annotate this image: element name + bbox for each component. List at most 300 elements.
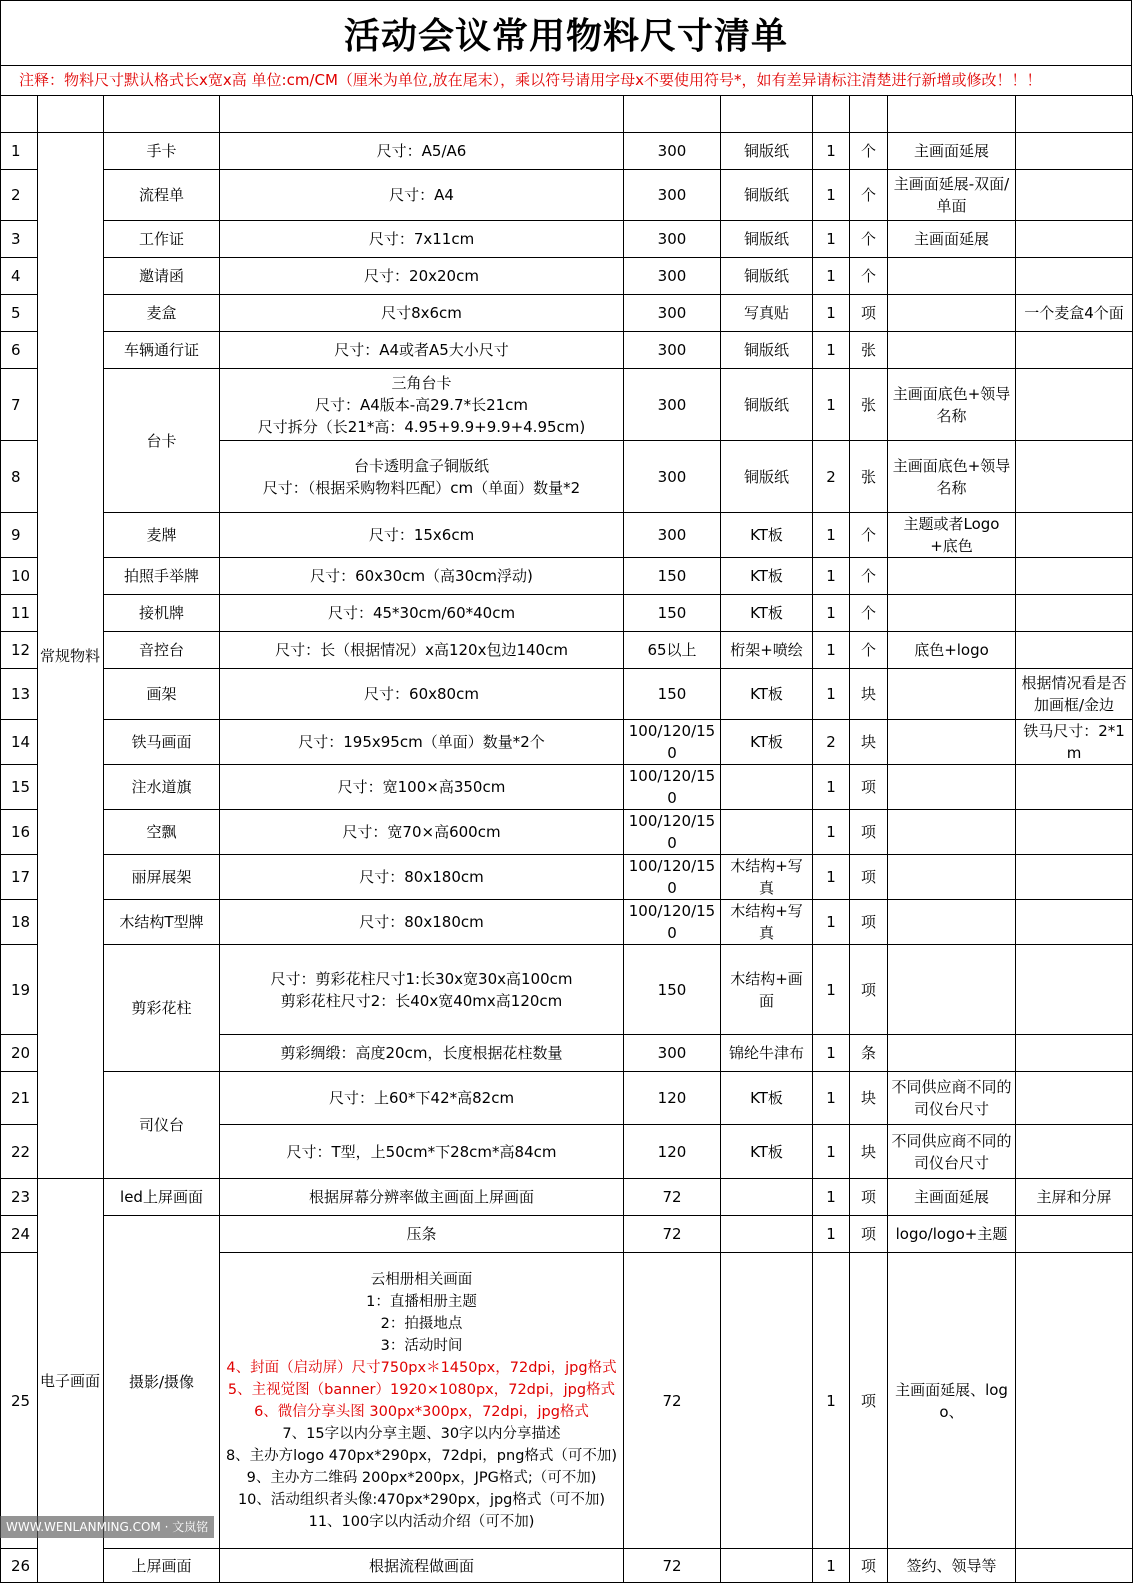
spec-line: 尺寸：A5/A6: [376, 142, 467, 160]
qty-cell: 1: [813, 295, 850, 332]
qty-cell: 1: [813, 945, 850, 1035]
item-name: 摄影/摄像: [104, 1216, 220, 1549]
spec-line: 9、主办方二维码 200px*200px，JPG格式;（可不加): [246, 1469, 597, 1486]
row-number: 7: [1, 369, 38, 441]
material-cell: 铜版纸: [721, 221, 813, 258]
spec-cell: [220, 441, 624, 513]
unit-cell: 块: [850, 669, 888, 720]
table-row: [1, 1179, 1133, 1216]
row-number: 14: [1, 720, 38, 765]
spec-line: 尺寸：A4版本-高29.7*长21cm: [314, 395, 529, 414]
material-cell: 桁架+喷绘: [721, 632, 813, 669]
remark-cell: [1016, 1216, 1133, 1253]
dpi-cell: 65以上: [624, 632, 721, 669]
qty-cell: 1: [813, 765, 850, 810]
table-row: [1, 558, 1133, 595]
header-cell: [1016, 96, 1133, 133]
item-name: 流程单: [104, 170, 220, 221]
material-cell: [721, 765, 813, 810]
table-row: [1, 513, 1133, 558]
row-number: 18: [1, 900, 38, 945]
header-cell: [220, 96, 624, 133]
qty-cell: 1: [813, 1125, 850, 1179]
qty-cell: 1: [813, 558, 850, 595]
material-cell: 铜版纸: [721, 258, 813, 295]
row-number: 4: [1, 258, 38, 295]
unit-cell: 项: [850, 810, 888, 855]
remark-cell: [1016, 221, 1133, 258]
spec-cell: [220, 221, 624, 258]
dpi-cell: 100/120/150: [624, 810, 721, 855]
item-name: 丽屏展架: [104, 855, 220, 900]
spec-line: 尺寸拆分（长21*高：4.95+9.9+9.9+4.95cm): [257, 417, 586, 436]
item-name: 空飘: [104, 810, 220, 855]
unit-cell: 张: [850, 332, 888, 369]
spec-line: 尺寸：80x180cm: [359, 868, 484, 886]
unit-cell: 项: [850, 1179, 888, 1216]
row-number: 23: [1, 1179, 38, 1216]
content-cell: [888, 595, 1016, 632]
spec-line: 剪彩绸缎：高度20cm，长度根据花柱数量: [280, 1044, 563, 1062]
dpi-cell: 300: [624, 1035, 721, 1072]
material-cell: [721, 810, 813, 855]
row-number: 11: [1, 595, 38, 632]
item-name: 邀请函: [104, 258, 220, 295]
material-cell: [721, 1549, 813, 1583]
spec-cell: [220, 900, 624, 945]
table-row: [1, 945, 1133, 1035]
spec-line: 尺寸：长（根据情况）x高120x包边140cm: [275, 641, 568, 659]
unit-cell: 项: [850, 945, 888, 1035]
spec-line: 11、100字以内活动介绍（可不加): [308, 1513, 535, 1530]
row-number: 21: [1, 1072, 38, 1125]
row-number: 15: [1, 765, 38, 810]
content-cell: 签约、领导等: [888, 1549, 1016, 1583]
spec-line: 尺寸：195x95cm（单面）数量*2个: [298, 733, 545, 751]
item-name: 工作证: [104, 221, 220, 258]
header-cell: [38, 96, 104, 133]
row-number: 20: [1, 1035, 38, 1072]
table-row: [1, 295, 1133, 332]
row-number: 19: [1, 945, 38, 1035]
dpi-cell: 300: [624, 170, 721, 221]
content-cell: [888, 810, 1016, 855]
content-cell: [888, 669, 1016, 720]
dpi-cell: 300: [624, 332, 721, 369]
dpi-cell: 100/120/150: [624, 900, 721, 945]
unit-cell: 项: [850, 855, 888, 900]
spec-line: 10、活动组织者头像:470px*290px，jpg格式（可不加): [237, 1491, 606, 1508]
dpi-cell: 300: [624, 133, 721, 170]
item-name: 注水道旗: [104, 765, 220, 810]
spec-line: 尺寸：宽70×高600cm: [342, 823, 501, 841]
content-cell: 主画面延展-双面/单面: [888, 170, 1016, 221]
spec-line: 尺寸：A4或者A5大小尺寸: [334, 341, 509, 359]
dpi-cell: 300: [624, 258, 721, 295]
unit-cell: 项: [850, 1216, 888, 1253]
remark-cell: [1016, 369, 1133, 441]
item-name: 麦盒: [104, 295, 220, 332]
unit-cell: 个: [850, 632, 888, 669]
qty-cell: 1: [813, 332, 850, 369]
unit-cell: 块: [850, 1125, 888, 1179]
item-name: 木结构T型牌: [104, 900, 220, 945]
row-number: 2: [1, 170, 38, 221]
qty-cell: 1: [813, 900, 850, 945]
unit-cell: 张: [850, 441, 888, 513]
content-cell: [888, 855, 1016, 900]
content-cell: [888, 295, 1016, 332]
category-electronic: 电子画面: [38, 1179, 104, 1583]
dpi-cell: 150: [624, 945, 721, 1035]
dpi-cell: 300: [624, 441, 721, 513]
qty-cell: 1: [813, 855, 850, 900]
remark-cell: [1016, 441, 1133, 513]
spec-cell: [220, 855, 624, 900]
material-cell: 木结构+画面: [721, 945, 813, 1035]
spec-line: 三角台卡: [391, 373, 452, 392]
dpi-cell: 150: [624, 669, 721, 720]
content-cell: 底色+logo: [888, 632, 1016, 669]
spec-line: 尺寸：宽100×高350cm: [337, 778, 506, 796]
material-cell: KT板: [721, 720, 813, 765]
content-cell: 不同供应商不同的司仪台尺寸: [888, 1125, 1016, 1179]
content-cell: [888, 900, 1016, 945]
spec-cell: [220, 1072, 624, 1125]
material-cell: [721, 1216, 813, 1253]
item-name: led上屏画面: [104, 1179, 220, 1216]
table-row: [1, 595, 1133, 632]
spec-line: 6、微信分享头图 300px*300px，72dpi，jpg格式: [254, 1403, 589, 1420]
materials-table: [0, 95, 1133, 1583]
content-cell: 主画面底色+领导名称: [888, 441, 1016, 513]
material-cell: KT板: [721, 1125, 813, 1179]
spec-cell: [220, 810, 624, 855]
unit-cell: 个: [850, 170, 888, 221]
item-name: 剪彩花柱: [104, 945, 220, 1072]
material-cell: 铜版纸: [721, 441, 813, 513]
qty-cell: 1: [813, 1179, 850, 1216]
content-cell: 主题或者Logo+底色: [888, 513, 1016, 558]
header-cell: [888, 96, 1016, 133]
item-name: 上屏画面: [104, 1549, 220, 1583]
item-name: 麦牌: [104, 513, 220, 558]
dpi-cell: 120: [624, 1125, 721, 1179]
content-cell: 主画面底色+领导名称: [888, 369, 1016, 441]
row-number: 25: [1, 1253, 38, 1549]
spec-line: 云相册相关画面: [370, 1271, 473, 1288]
unit-cell: 块: [850, 1072, 888, 1125]
material-cell: 铜版纸: [721, 170, 813, 221]
spec-cell: [220, 1125, 624, 1179]
spec-line: 7、15字以内分享主题、30字以内分享描述: [282, 1425, 561, 1442]
spec-cell: [220, 332, 624, 369]
dpi-cell: 100/120/150: [624, 720, 721, 765]
qty-cell: 1: [813, 1253, 850, 1549]
spec-line: 台卡透明盒子铜版纸: [353, 456, 489, 475]
dpi-cell: 72: [624, 1179, 721, 1216]
material-cell: KT板: [721, 558, 813, 595]
unit-cell: 项: [850, 295, 888, 332]
qty-cell: 1: [813, 221, 850, 258]
qty-cell: 1: [813, 1549, 850, 1583]
spec-line: 尺寸：（根据采购物料匹配）cm（单面）数量*2: [262, 478, 581, 497]
watermark: WWW.WENLANMING.COM · 文岚铭: [0, 1516, 214, 1538]
spec-cell: [220, 133, 624, 170]
qty-cell: 1: [813, 669, 850, 720]
unit-cell: 块: [850, 720, 888, 765]
unit-cell: 个: [850, 221, 888, 258]
spec-cell: [220, 669, 624, 720]
remark-cell: [1016, 765, 1133, 810]
dpi-cell: 72: [624, 1549, 721, 1583]
content-cell: 主画面延展: [888, 133, 1016, 170]
qty-cell: 1: [813, 810, 850, 855]
table-row: [1, 765, 1133, 810]
remark-cell: [1016, 855, 1133, 900]
spec-cell: [220, 1035, 624, 1072]
remark-cell: [1016, 595, 1133, 632]
table-row: [1, 332, 1133, 369]
table-row: [1, 632, 1133, 669]
qty-cell: 2: [813, 441, 850, 513]
spec-cell: [220, 170, 624, 221]
qty-cell: 1: [813, 258, 850, 295]
remark-cell: [1016, 810, 1133, 855]
qty-cell: 1: [813, 513, 850, 558]
dpi-cell: 72: [624, 1253, 721, 1549]
spec-line: 尺寸：45*30cm/60*40cm: [327, 604, 516, 622]
unit-cell: 条: [850, 1035, 888, 1072]
qty-cell: 1: [813, 632, 850, 669]
row-number: 8: [1, 441, 38, 513]
spec-line: 尺寸：15x6cm: [368, 526, 475, 544]
spec-line: 剪彩花柱尺寸2：长40x宽40mx高120cm: [280, 991, 563, 1010]
unit-cell: 项: [850, 765, 888, 810]
qty-cell: 1: [813, 369, 850, 441]
qty-cell: 1: [813, 595, 850, 632]
spec-cell: [220, 513, 624, 558]
document-title: 活动会议常用物料尺寸清单: [0, 0, 1132, 66]
row-number: 10: [1, 558, 38, 595]
content-cell: [888, 558, 1016, 595]
spec-cell: [220, 632, 624, 669]
spec-line: 2：拍摄地点: [380, 1315, 463, 1332]
spec-line: 尺寸：60x80cm: [364, 685, 479, 703]
remark-cell: [1016, 632, 1133, 669]
remark-cell: [1016, 1253, 1133, 1549]
header-cell: [721, 96, 813, 133]
qty-cell: 1: [813, 1072, 850, 1125]
table-row: [1, 1072, 1133, 1125]
row-number: 26: [1, 1549, 38, 1583]
remark-cell: [1016, 170, 1133, 221]
content-cell: [888, 332, 1016, 369]
spec-line: 根据屏幕分辨率做主画面上屏画面: [308, 1188, 534, 1206]
spec-cell: [220, 258, 624, 295]
remark-cell: 一个麦盒4个面: [1016, 295, 1133, 332]
table-row: [1, 1549, 1133, 1583]
header-cell: [850, 96, 888, 133]
material-cell: KT板: [721, 1072, 813, 1125]
material-cell: 铜版纸: [721, 332, 813, 369]
spec-line: 3：活动时间: [380, 1337, 463, 1354]
dpi-cell: 120: [624, 1072, 721, 1125]
spec-line: 尺寸：上60*下42*高82cm: [328, 1089, 515, 1107]
remark-cell: [1016, 558, 1133, 595]
row-number: 13: [1, 669, 38, 720]
spec-cell: [220, 558, 624, 595]
spec-cell: [220, 1179, 624, 1216]
material-cell: KT板: [721, 669, 813, 720]
spec-line: 尺寸8x6cm: [381, 304, 462, 322]
remark-cell: 铁马尺寸：2*1m: [1016, 720, 1133, 765]
category-regular: 常规物料: [38, 133, 104, 1179]
table-row: [1, 720, 1133, 765]
spec-line: 4、封面（启动屏）尺寸750px＊1450px，72dpi，jpg格式: [226, 1359, 617, 1376]
spec-line: 尺寸：7x11cm: [368, 230, 475, 248]
content-cell: 主画面延展: [888, 1179, 1016, 1216]
material-cell: 锦纶牛津布: [721, 1035, 813, 1072]
spec-cell: [220, 369, 624, 441]
unit-cell: 项: [850, 1549, 888, 1583]
spec-line: 尺寸：A4: [389, 186, 454, 204]
qty-cell: 2: [813, 720, 850, 765]
spec-cell: [220, 1216, 624, 1253]
header-row: [1, 96, 1133, 133]
table-row: [1, 669, 1133, 720]
header-cell: [104, 96, 220, 133]
remark-cell: 根据情况看是否加画框/金边: [1016, 669, 1133, 720]
table-row: [1, 170, 1133, 221]
content-cell: [888, 258, 1016, 295]
spec-cell: [220, 765, 624, 810]
table-row: [1, 900, 1133, 945]
item-name: 司仪台: [104, 1072, 220, 1179]
dpi-cell: 150: [624, 558, 721, 595]
dpi-cell: 300: [624, 369, 721, 441]
spec-cell: [220, 720, 624, 765]
item-name: 画架: [104, 669, 220, 720]
row-number: 3: [1, 221, 38, 258]
row-number: 22: [1, 1125, 38, 1179]
material-cell: KT板: [721, 513, 813, 558]
spec-cell: [220, 595, 624, 632]
header-cell: [813, 96, 850, 133]
remark-cell: [1016, 1125, 1133, 1179]
table-row: [1, 369, 1133, 441]
dpi-cell: 300: [624, 295, 721, 332]
item-name: 车辆通行证: [104, 332, 220, 369]
dpi-cell: 100/120/150: [624, 855, 721, 900]
unit-cell: 个: [850, 258, 888, 295]
content-cell: [888, 1035, 1016, 1072]
remark-cell: 主屏和分屏: [1016, 1179, 1133, 1216]
table-row: [1, 855, 1133, 900]
row-number: 24: [1, 1216, 38, 1253]
material-cell: 木结构+写真: [721, 900, 813, 945]
row-number: 17: [1, 855, 38, 900]
table-row: [1, 810, 1133, 855]
spec-line: 尺寸：60x30cm（高30cm浮动): [310, 567, 533, 585]
spec-cell: [220, 1549, 624, 1583]
spec-line: 尺寸：20x20cm: [364, 267, 479, 285]
table-row: [1, 221, 1133, 258]
spec-line: 8、主办方logo 470px*290px，72dpi，png格式（可不加): [225, 1447, 618, 1464]
dpi-cell: 150: [624, 595, 721, 632]
unit-cell: 张: [850, 369, 888, 441]
item-name: 铁马画面: [104, 720, 220, 765]
item-name: 台卡: [104, 369, 220, 513]
content-cell: [888, 945, 1016, 1035]
row-number: 1: [1, 133, 38, 170]
material-cell: 铜版纸: [721, 369, 813, 441]
material-cell: KT板: [721, 595, 813, 632]
spec-line: 尺寸：80x180cm: [359, 913, 484, 931]
dpi-cell: 100/120/150: [624, 765, 721, 810]
table-row: [1, 1216, 1133, 1253]
remark-cell: [1016, 1072, 1133, 1125]
table-row: [1, 258, 1133, 295]
spec-cell: [220, 295, 624, 332]
material-cell: 铜版纸: [721, 133, 813, 170]
content-cell: 主画面延展: [888, 221, 1016, 258]
material-cell: [721, 1179, 813, 1216]
spec-line: 1：直播相册主题: [366, 1293, 477, 1310]
spec-line: 压条: [406, 1225, 437, 1243]
header-cell: [624, 96, 721, 133]
spec-line: 根据流程做画面: [368, 1556, 474, 1575]
qty-cell: 1: [813, 1216, 850, 1253]
item-name: 拍照手举牌: [104, 558, 220, 595]
row-number: 12: [1, 632, 38, 669]
unit-cell: 项: [850, 1253, 888, 1549]
unit-cell: 个: [850, 133, 888, 170]
header-cell: [1, 96, 38, 133]
spec-cell: [220, 1253, 624, 1549]
qty-cell: 1: [813, 133, 850, 170]
material-cell: [721, 1253, 813, 1549]
dpi-cell: 72: [624, 1216, 721, 1253]
remark-cell: [1016, 332, 1133, 369]
spec-line: 尺寸：剪彩花柱尺寸1:长30x宽30x高100cm: [270, 969, 573, 988]
item-name: 接机牌: [104, 595, 220, 632]
remark-cell: [1016, 133, 1133, 170]
unit-cell: 个: [850, 595, 888, 632]
table-row: [1, 133, 1133, 170]
unit-cell: 项: [850, 900, 888, 945]
remark-cell: [1016, 1035, 1133, 1072]
qty-cell: 1: [813, 1035, 850, 1072]
content-cell: 不同供应商不同的司仪台尺寸: [888, 1072, 1016, 1125]
item-name: 手卡: [104, 133, 220, 170]
material-cell: 写真贴: [721, 295, 813, 332]
row-number: 9: [1, 513, 38, 558]
remark-cell: [1016, 258, 1133, 295]
row-number: 5: [1, 295, 38, 332]
content-cell: [888, 765, 1016, 810]
row-number: 6: [1, 332, 38, 369]
unit-cell: 个: [850, 558, 888, 595]
remark-cell: [1016, 900, 1133, 945]
remark-cell: [1016, 513, 1133, 558]
remark-cell: [1016, 945, 1133, 1035]
spec-line: 5、主视觉图（banner）1920×1080px，72dpi，jpg格式: [227, 1381, 616, 1398]
qty-cell: 1: [813, 170, 850, 221]
content-cell: logo/logo+主题: [888, 1216, 1016, 1253]
format-note: 注释：物料尺寸默认格式长x宽x高 单位:cm/CM（厘米为单位,放在尾末），乘以符号请用字母x不要使用符号*，如有差异请标注清楚进行新增或修改！！！: [0, 66, 1132, 95]
content-cell: [888, 720, 1016, 765]
